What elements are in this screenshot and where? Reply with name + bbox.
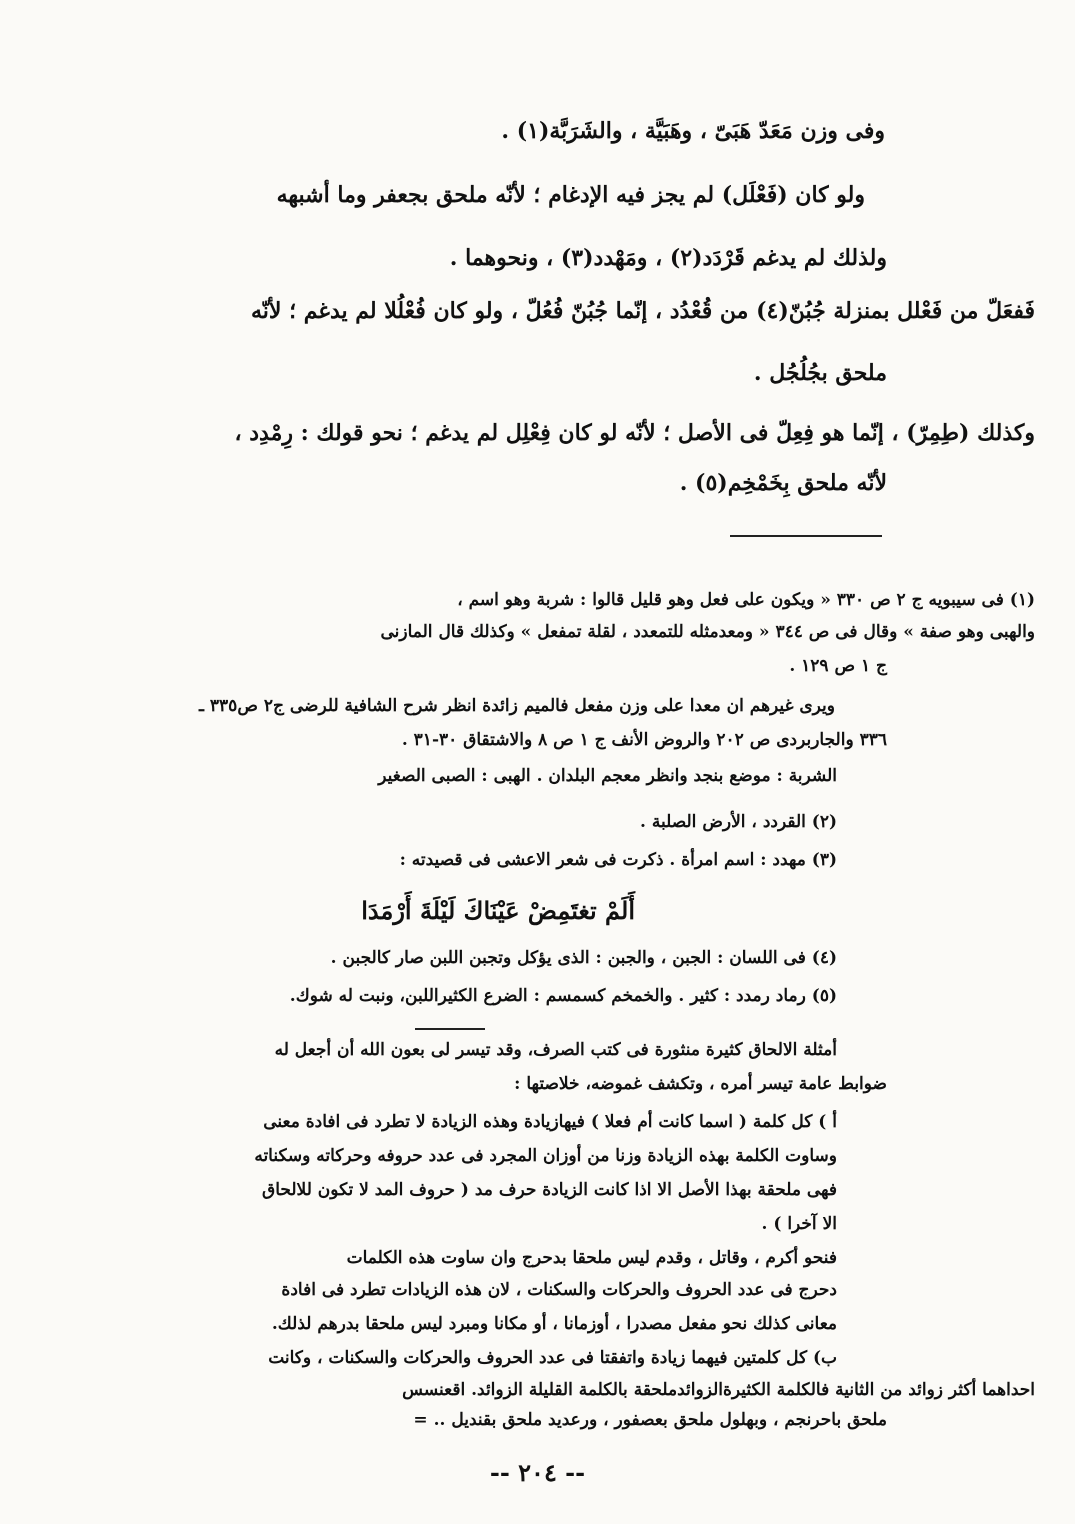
verse-line: أَلَمْ تغتَمِضْ عَيْنَاكَ لَيْلَةَ أَرْمَدَا xyxy=(361,896,635,925)
main-line: فَفعَلّ من فَعْلل بمنزلة جُبُنّ(٤) من قُعْدُد ، إنّما جُبُنّ فُعُلّ ، ولو كان فُعْلُلا لم يدغم ؛ لأنّه xyxy=(251,298,1035,324)
main-line: وكذلك (طِمِرّ) ، إنّما هو فِعِلّ فى الأصل ؛ لأنّه لو كان فِعْلِل لم يدغم ؛ نحو قولك : رِمْدِد ، xyxy=(234,420,1035,446)
note-line: أ ) كل كلمة ( اسما كانت أم فعلا ) فيهازيادة وهذه الزيادة لا تطرد فى افادة معنى xyxy=(263,1112,837,1132)
note-line: ملحق باحرنجم ، وبهلول ملحق بعصفور ، ورعديد ملحق بقنديل .. = xyxy=(413,1410,887,1430)
main-line: لأنّه ملحق بِخَمْخِم(٥) . xyxy=(679,470,887,496)
note-line: فهى ملحقة بهذا الأصل الا اذا كانت الزيادة حرف مد ( حروف المد لا تكون للالحاق xyxy=(262,1180,837,1200)
page-number: -- ٢٠٤ -- xyxy=(489,1458,586,1487)
note-line: ب) كل كلمتين فيهما زيادة واتفقتا فى عدد الحروف والحركات والسكنات ، وكانت xyxy=(268,1348,837,1368)
footnote-separator xyxy=(730,535,882,537)
footnote-line: ج ١ ص ١٢٩ . xyxy=(789,656,887,676)
main-line: ملحق بجُلُجُل . xyxy=(753,360,887,386)
footnote-line: والهبى وهو صفة » وقال فى ص ٣٤٤ « ومعدمثله للتمعدد ، لقلة تمفعل » وكذلك قال المازنى xyxy=(380,622,1035,642)
note-line: الا آخرا ) . xyxy=(761,1214,837,1234)
main-line: ولذلك لم يدغم قَرْدَد(٢) ، ومَهْدد(٣) ، ونحوهما . xyxy=(449,245,887,271)
notes-separator xyxy=(415,1028,485,1030)
footnote-line: ويرى غيرهم ان معدا على وزن مفعل فالميم زائدة انظر شرح الشافية للرضى ج٢ ص٣٣٥ ـ xyxy=(199,696,835,716)
footnote-line: الشربة : موضع بنجد وانظر معجم البلدان . الهبى : الصبى الصغير xyxy=(378,766,837,786)
footnote-line: (٢) القردد ، الأرض الصلبة . xyxy=(640,812,837,832)
note-line: ضوابط عامة تيسر أمره ، وتكشف غموضه، خلاصتها : xyxy=(514,1074,887,1094)
note-line: فنحو أكرم ، وقاتل ، وقدم ليس ملحقا بدحرج وان ساوت هذه الكلمات xyxy=(346,1248,837,1268)
footnote-line: (١) فى سيبويه ج ٢ ص ٣٣٠ « ويكون على فعل وهو قليل قالوا : شربة وهو اسم ، xyxy=(457,590,1035,610)
note-line: دحرج فى عدد الحروف والحركات والسكنات ، لان هذه الزيادات تطرد فى افادة xyxy=(281,1280,837,1300)
main-line: وفى وزن مَعَدّ هَبَىّ ، وهَبَيَّة ، والشَرَبَّة(١) . xyxy=(501,118,885,144)
footnote-line: (٤) فى اللسان : الجبن ، والجبن : الذى يؤكل وتجبن اللبن صار كالجبن . xyxy=(330,948,837,968)
note-line: أمثلة الالحاق كثيرة منثورة فى كتب الصرف، وقد تيسر لى بعون الله أن أجعل له xyxy=(274,1040,837,1060)
main-line: ولو كان (فَعْلَل) لم يجز فيه الإدغام ؛ لأنّه ملحق بجعفر وما أشبهه xyxy=(276,182,865,208)
note-line: احداهما أكثر زوائد من الثانية فالكلمة الكثيرةالزوائدملحقة بالكلمة القليلة الزوائد. اقعنسس xyxy=(402,1380,1035,1400)
footnote-line: ٣٣٦ والجاربردى ص ٢٠٢ والروض الأنف ج ١ ص ٨ والاشتقاق ٣٠-٣١ . xyxy=(401,730,887,750)
footnote-line: (٣) مهدد : اسم امرأة . ذكرت فى شعر الاعشى فى قصيدته : xyxy=(399,850,837,870)
footnote-line: (٥) رماد رمدد : كثير . والخمخم كسمسم : الضرع الكثيراللبن، ونبت له شوك. xyxy=(289,986,837,1006)
note-line: وساوت الكلمة بهذه الزيادة وزنا من أوزان المجرد فى عدد حروفه وحركاته وسكناته xyxy=(254,1146,837,1166)
note-line: معانى كذلك نحو مفعل مصدرا ، أوزمانا ، أو مكانا ومبرد ليس ملحقا بدرهم لذلك. xyxy=(271,1314,837,1334)
